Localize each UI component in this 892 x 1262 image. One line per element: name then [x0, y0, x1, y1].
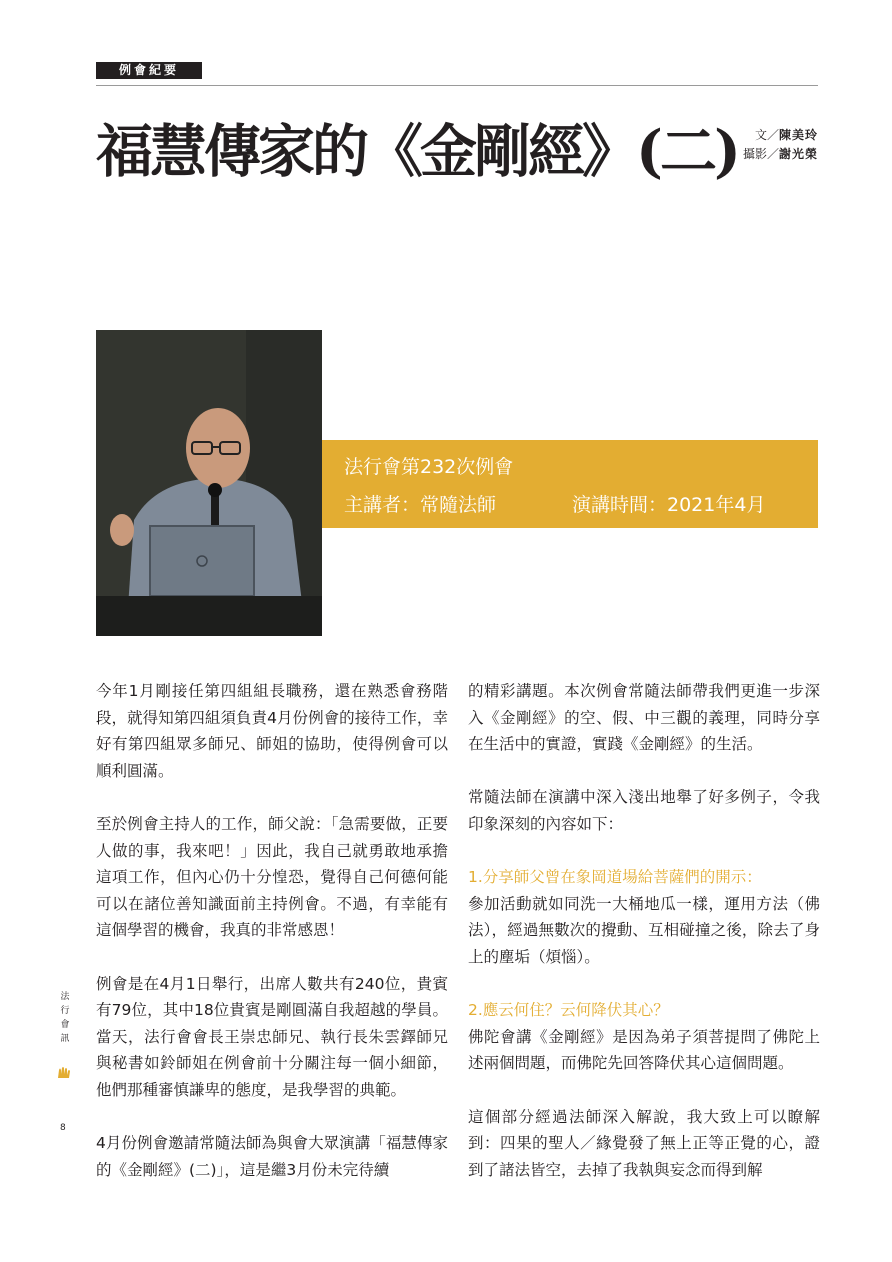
lecture-time: 演講時間：2021年4月 [572, 494, 766, 516]
body-paragraph: 今年1月剛接任第四組組長職務，還在熟悉會務階段，就得知第四組須負責4月份例會的接待工作，幸好有第四組眾多師兄、師姐的協助，使得例會可以順利圓滿。 [96, 682, 448, 780]
body-paragraph: 例會是在4月1日舉行，出席人數共有240位，貴賓有79位，其中18位貴賓是剛圓滿自我超越的學員。當天，法行會會長王崇忠師兄、執行長朱雲鐸師兄與秘書如鈴師姐在例會前十分關注每一個小細節，他們那種審慎謙卑的態度，是我學習的典範。 [96, 974, 448, 1099]
left-column [96, 678, 448, 1210]
speaker-photo [96, 330, 322, 636]
article-title: 福慧傳家的《金剛經》(二) [96, 118, 738, 185]
body-paragraph: 4月份例會邀請常隨法師為與會大眾演講「福慧傳家的《金剛經》(二)」，這是繼3月份未完待續 [96, 1134, 448, 1179]
event-name: 法行會第232次例會 [344, 456, 514, 478]
body-paragraph: 這個部分經過法師深入解說，我大致上可以瞭解到：四果的聖人／緣覺發了無上正等正覺的心，證到了諸法皆空，去掉了我執與妄念而得到解 [468, 1107, 820, 1179]
body-paragraph: 的精彩講題。本次例會常隨法師帶我們更進一步深入《金剛經》的空、假、中三觀的義理，同時分享在生活中的實證，實踐《金剛經》的生活。 [468, 682, 820, 754]
page-number: 8 [60, 1123, 66, 1133]
event-banner [322, 440, 818, 528]
photographer-credit [743, 145, 818, 164]
speaker-info: 主講者：常隨法師 [344, 494, 497, 516]
praying-hands-icon [56, 1064, 72, 1080]
author-name: 陳美玲 [778, 128, 818, 142]
point-text: 佛陀會講《金剛經》是因為弟子須菩提問了佛陀上述兩個問題，而佛陀先回答降伏其心這個問題。 [468, 1027, 820, 1073]
point-heading: 1.分享師父曾在象岡道場給菩薩們的開示： [468, 868, 762, 887]
point-text: 參加活動就如同洗一大桶地瓜一樣，運用方法（佛法），經過無數次的攪動、互相碰撞之後，除去了身上的塵垢（煩惱）。 [468, 894, 820, 966]
right-column [468, 678, 820, 1210]
photographer-label: 攝影／ [742, 147, 779, 161]
author-credit [743, 126, 818, 145]
article-credits [743, 126, 818, 164]
magazine-mark: 法行會訊 [60, 992, 70, 1044]
section-label: 例會紀要 [96, 62, 202, 79]
author-label: 文／ [754, 128, 779, 142]
body-paragraph: 常隨法師在演講中深入淺出地舉了好多例子，令我印象深刻的內容如下： [468, 788, 820, 833]
speaker-illustration [96, 330, 322, 636]
header-divider [96, 85, 818, 86]
point-heading: 2.應云何住？云何降伏其心？ [468, 1001, 669, 1020]
body-paragraph: 至於例會主持人的工作，師父說：「急需要做，正要人做的事，我來吧！」因此，我自己就勇敢地承擔這項工作，但內心仍十分惶恐，覺得自己何德何能可以在諸位善知識面前主持例會。不過，有幸能有這個學習的機會，我真的非常感恩！ [96, 814, 448, 940]
photographer-name: 謝光榮 [778, 147, 818, 161]
